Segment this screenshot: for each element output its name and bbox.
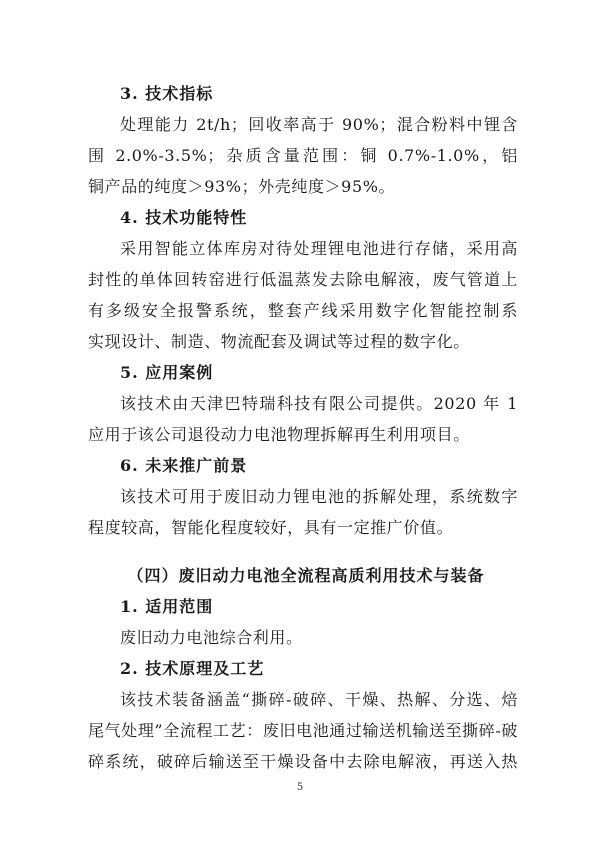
heading-principle-process: 2. 技术原理及工艺	[120, 659, 265, 678]
paragraph-line: 处理能力 2t/h；回收率高于 90%；混合粉料中锂含	[120, 115, 518, 134]
paragraph-line: 碎系统，破碎后输送至干燥设备中去除电解液，再送入热	[88, 752, 518, 771]
paragraph-line: 实现设计、制造、物流配套及调试等过程的数字化。	[88, 332, 470, 351]
paragraph-line: 封性的单体回转窑进行低温蒸发去除电解液，废气管道上	[88, 270, 518, 289]
heading-scope: 1. 适用范围	[120, 597, 214, 616]
paragraph-line: 围 2.0%-3.5%；杂质含量范围：铜 0.7%-1.0%，铝	[88, 146, 518, 165]
paragraph-line: 应用于该公司退役动力电池物理拆解再生利用项目。	[88, 425, 470, 444]
heading-future-prospects: 6. 未来推广前景	[120, 456, 248, 475]
paragraph-line: 铜产品的纯度＞93%；外壳纯度＞95%。	[88, 177, 396, 196]
heading-function-features: 4. 技术功能特性	[120, 208, 248, 227]
paragraph-line: 程度较高，智能化程度较好，具有一定推广价值。	[88, 518, 454, 537]
paragraph-line: 有多级安全报警系统，整套产线采用数字化智能控制系	[88, 301, 518, 320]
paragraph-line: 废旧动力电池综合利用。	[120, 628, 303, 647]
paragraph-line: 该技术由天津巴特瑞科技有限公司提供。2020 年 1	[120, 394, 518, 413]
paragraph-line: 尾气处理”全流程工艺：废旧电池通过输送机输送至撕碎-破	[88, 721, 518, 740]
heading-application-case: 5. 应用案例	[120, 363, 214, 382]
paragraph-line: 采用智能立体库房对待处理锂电池进行存储，采用高	[120, 239, 518, 258]
heading-technical-indicators: 3. 技术指标	[120, 84, 214, 103]
paragraph-line: 该技术装备涵盖“撕碎-破碎、干燥、热解、分选、焙	[120, 690, 518, 709]
paragraph-line: 该技术可用于废旧动力锂电池的拆解处理，系统数字	[120, 487, 518, 506]
section-title: （四）废旧动力电池全流程高质利用技术与装备	[127, 566, 485, 585]
page-number: 5	[296, 782, 304, 793]
